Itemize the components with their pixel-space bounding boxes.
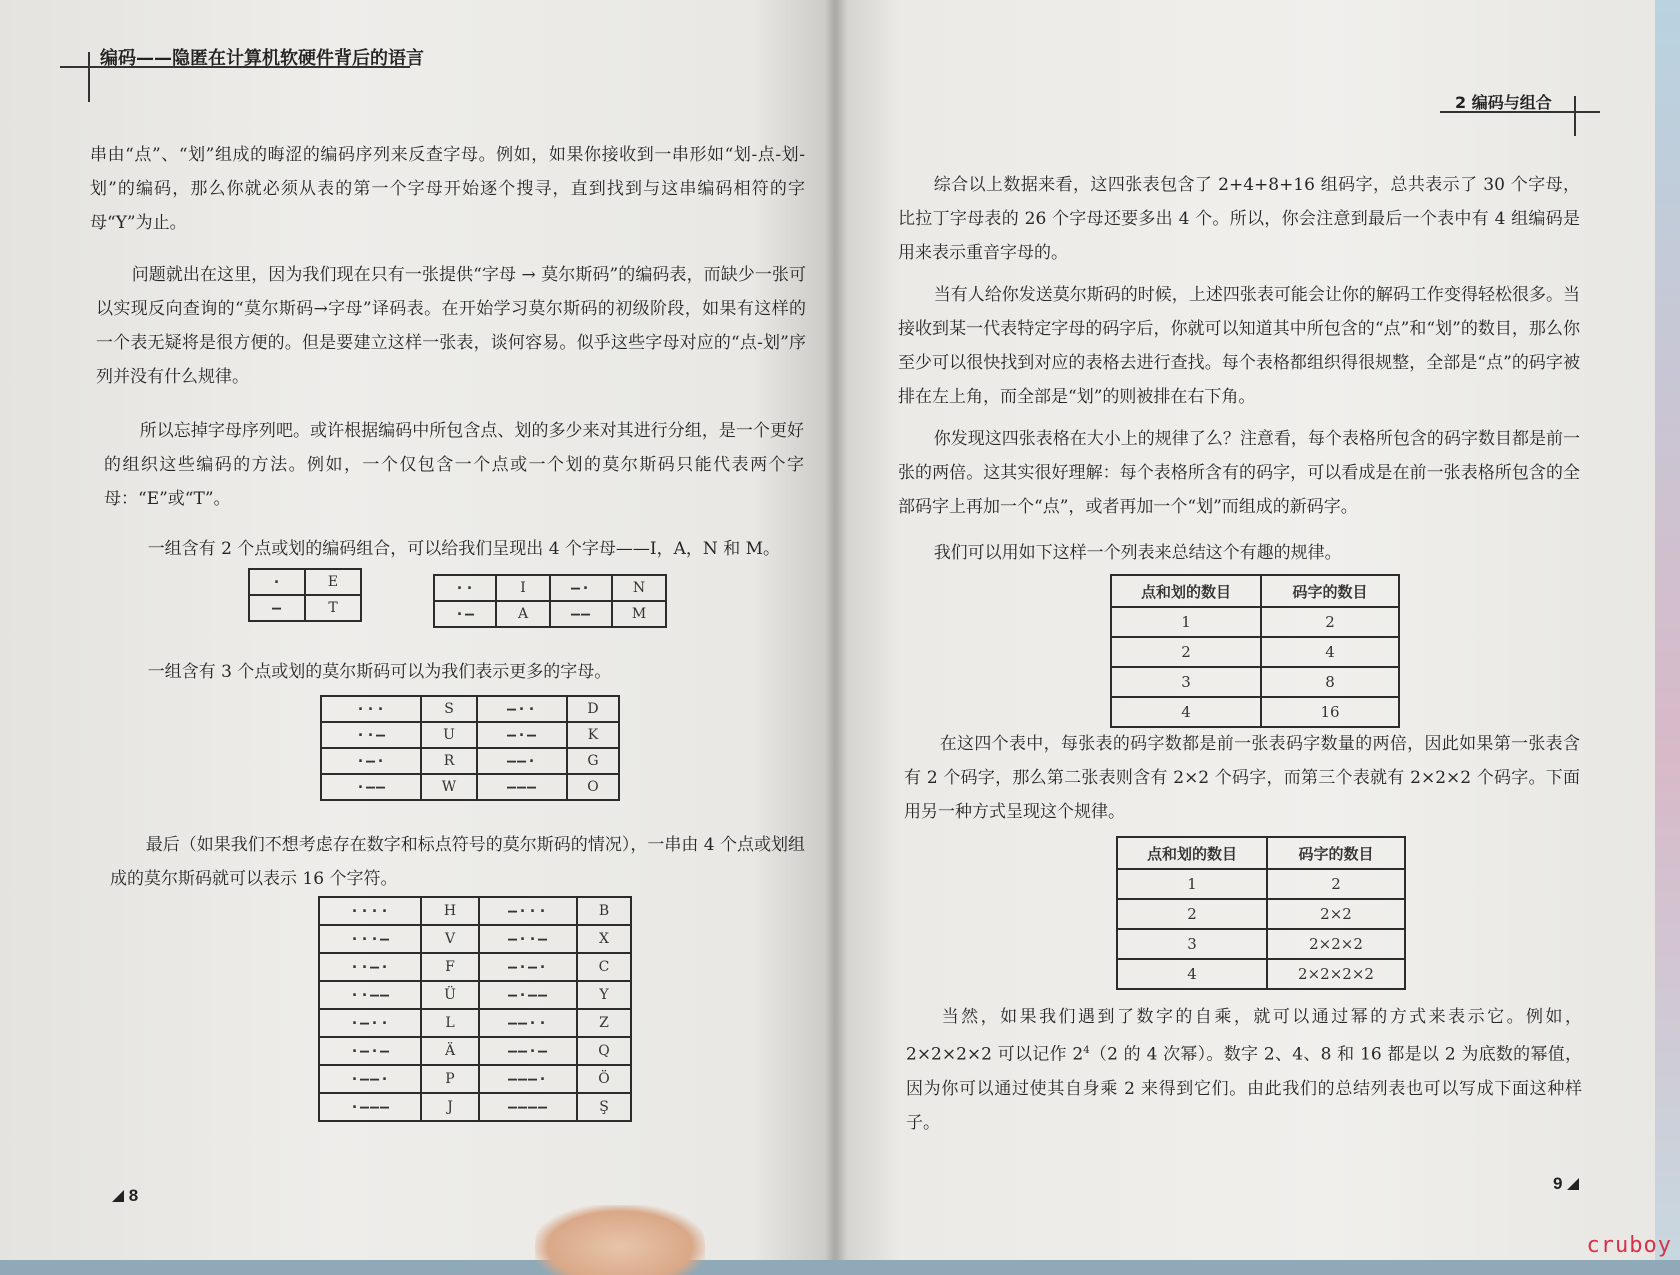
column-header: 点和划的数目: [1117, 837, 1267, 869]
table-cell: R: [421, 748, 477, 774]
table-row: [319, 1037, 631, 1065]
table-cell: ————: [479, 1093, 577, 1121]
table-row: [321, 722, 619, 748]
table-row: [249, 595, 361, 621]
paragraph: 在这四个表中，每张表的码字数都是前一张表码字数量的两倍，因此如果第一张表含有 2 个码字，那么第二张表则含有 2×2 个码字，而第三个表就有 2×2×2 个码字。下面用另一种方式呈现这个规律。: [904, 734, 1580, 822]
table-cell: J: [421, 1093, 479, 1121]
paragraph: 问题就出在这里，因为我们现在只有一张提供“字母 → 莫尔斯码”的编码表，而缺少一张可以实现反向查询的“莫尔斯码→字母”译码表。在开始学习莫尔斯码的初级阶段，如果有这样的一个表无疑将是很方便的。但是要建立这样一张表，谈何容易。似乎这些字母对应的“点-划”序列并没有什么规律。: [96, 265, 806, 387]
table-row: [434, 575, 666, 601]
table-cell: 2: [1111, 637, 1261, 667]
table-cell: 4: [1261, 637, 1399, 667]
table-cell: D: [567, 696, 619, 722]
table-cell: 4: [1117, 959, 1267, 989]
table-cell: 8: [1261, 667, 1399, 697]
table-cell: 3: [1117, 929, 1267, 959]
table-row: [319, 925, 631, 953]
superscript: 4: [1083, 1045, 1090, 1056]
table-cell: ·: [249, 569, 305, 595]
table-cell: 2×2×2×2: [1267, 959, 1405, 989]
table-cell: 2: [1267, 869, 1405, 899]
table-cell: T: [305, 595, 361, 621]
table-row: [319, 1065, 631, 1093]
table-cell: 2: [1117, 899, 1267, 929]
table-cell: Ş: [577, 1093, 631, 1121]
column-header: 点和划的数目: [1111, 575, 1261, 607]
morse-table-4: [318, 896, 632, 1122]
table-row: [1117, 899, 1405, 929]
table-cell: ·—·: [321, 748, 421, 774]
table-cell: ·—: [434, 601, 496, 627]
paragraph: 综合以上数据来看，这四张表包含了 2+4+8+16 组码字，总共表示了 30 个字母，比拉丁字母表的 26 个字母还要多出 4 个。所以，你会注意到最后一个表中有 4 组编码是用来表示重音字母的。: [898, 175, 1580, 263]
table-cell: ··—·: [319, 953, 421, 981]
table-row: [1117, 929, 1405, 959]
paragraph: 你发现这四张表格在大小上的规律了么？注意看，每个表格所包含的码字数目都是前一张的两倍。这其实很好理解：每个表格所含有的码字，可以看成是在前一张表格所包含的全部码字上再加一个“点”，或者再加一个“划”而组成的新码字。: [898, 429, 1580, 517]
table-cell: Ä: [421, 1037, 479, 1065]
table-cell: P: [421, 1065, 479, 1093]
column-header: 码字的数目: [1267, 837, 1405, 869]
running-header-left: 编码——隐匿在计算机软硬件背后的语言: [100, 48, 424, 69]
paragraph: [906, 1000, 1582, 1140]
summary-table-2: [1116, 836, 1406, 990]
table-cell: ——: [550, 601, 612, 627]
page-number-right: [1553, 1174, 1579, 1194]
table-cell: ··: [434, 575, 496, 601]
table-row: [321, 696, 619, 722]
table-cell: Ö: [577, 1065, 631, 1093]
table-cell: —··: [477, 696, 567, 722]
table-cell: Y: [577, 981, 631, 1009]
table-row: [1111, 697, 1399, 727]
paragraph: 一组含有 3 个点或划的莫尔斯码可以为我们表示更多的字母。: [147, 662, 612, 682]
table-cell: 1: [1111, 607, 1261, 637]
table-cell: L: [421, 1009, 479, 1037]
table-cell: 2: [1261, 607, 1399, 637]
table-cell: ——·: [477, 748, 567, 774]
table-cell: ··——: [319, 981, 421, 1009]
table-row: [319, 981, 631, 1009]
table-cell: —·—: [477, 722, 567, 748]
table-cell: 4: [1111, 697, 1261, 727]
table-row: [319, 1009, 631, 1037]
header-tick: [88, 52, 90, 102]
paragraph: 所以忘掉字母序列吧。或许根据编码中所包含点、划的多少来对其进行分组，是一个更好的组织这些编码的方法。例如，一个仅包含一个点或一个划的莫尔斯码只能代表两个字母：“E”或“T”。: [104, 421, 804, 509]
table-cell: ···: [321, 696, 421, 722]
table-cell: —·: [550, 575, 612, 601]
table-cell: 1: [1117, 869, 1267, 899]
paragraph: 串由“点”、“划”组成的晦涩的编码序列来反查字母。例如，如果你接收到一串形如“划-点-划-划”的编码，那么你就必须从表的第一个字母开始逐个搜寻，直到找到与这串编码相符的字母“Y”为止。: [90, 145, 805, 233]
background-fabric: [1655, 0, 1680, 1260]
table-cell: F: [421, 953, 479, 981]
page-number-left: [112, 1186, 138, 1206]
table-cell: 16: [1261, 697, 1399, 727]
table-cell: ···—: [319, 925, 421, 953]
table-cell: —·——: [479, 981, 577, 1009]
paragraph: 当有人给你发送莫尔斯码的时候，上述四张表可能会让你的解码工作变得轻松很多。当接收到某一代表特定字母的码字后，你就可以知道其中所包含的“点”和“划”的数目，那么你至少可以很快找到对应的表格去进行查找。每个表格都组织得很规整，全部是“点”的码字被排在左上角，而全部是“划”的则被排在右下角。: [898, 285, 1580, 407]
table-cell: ———·: [479, 1065, 577, 1093]
table-cell: —·—·: [479, 953, 577, 981]
table-row: [319, 953, 631, 981]
table-row: [1117, 869, 1405, 899]
table-cell: —: [249, 595, 305, 621]
paragraph: 一组含有 2 个点或划的编码组合，可以给我们呈现出 4 个字母——I，A，N 和 M。: [147, 539, 781, 559]
morse-table-2: [433, 574, 667, 628]
table-cell: G: [567, 748, 619, 774]
table-row: [1111, 607, 1399, 637]
table-cell: ——·—: [479, 1037, 577, 1065]
morse-table-3: [320, 695, 620, 801]
table-cell: ——··: [479, 1009, 577, 1037]
table-cell: ··—: [321, 722, 421, 748]
summary-table-1: [1110, 574, 1400, 728]
table-cell: ·—··: [319, 1009, 421, 1037]
table-cell: Z: [577, 1009, 631, 1037]
table-cell: ———: [477, 774, 567, 800]
table-cell: 3: [1111, 667, 1261, 697]
table-cell: —··—: [479, 925, 577, 953]
table-cell: ·———: [319, 1093, 421, 1121]
table-cell: —···: [479, 897, 577, 925]
table-cell: C: [577, 953, 631, 981]
table-row: [1111, 637, 1399, 667]
finger: [535, 1205, 705, 1275]
watermark: cruboy: [1586, 1233, 1672, 1258]
table-row: [319, 1093, 631, 1121]
table-cell: ·—·—: [319, 1037, 421, 1065]
column-header: 码字的数目: [1261, 575, 1399, 607]
page-number-text: 8: [128, 1186, 139, 1205]
table-header-row: [1117, 837, 1405, 869]
table-cell: O: [567, 774, 619, 800]
table-cell: I: [496, 575, 550, 601]
table-cell: S: [421, 696, 477, 722]
table-row: [321, 774, 619, 800]
table-cell: V: [421, 925, 479, 953]
table-cell: M: [612, 601, 666, 627]
table-cell: ·——·: [319, 1065, 421, 1093]
table-cell: U: [421, 722, 477, 748]
table-row: [1111, 667, 1399, 697]
paragraph-text: 当然，如果我们遇到了数字的自乘，就可以通过幂的方式来表示它。例如，2×2×2×2 可以记作 2: [906, 1007, 1582, 1065]
table-cell: 2×2: [1267, 899, 1405, 929]
table-cell: X: [577, 925, 631, 953]
table-cell: ·——: [321, 774, 421, 800]
table-row: [1117, 959, 1405, 989]
table-cell: Q: [577, 1037, 631, 1065]
table-cell: A: [496, 601, 550, 627]
morse-table-1: [248, 568, 362, 622]
triangle-icon: [112, 1190, 124, 1202]
table-cell: B: [577, 897, 631, 925]
triangle-icon: [1567, 1178, 1579, 1190]
table-row: [434, 601, 666, 627]
table-cell: K: [567, 722, 619, 748]
table-cell: E: [305, 569, 361, 595]
header-tick: [1574, 96, 1576, 136]
table-cell: ····: [319, 897, 421, 925]
table-cell: H: [421, 897, 479, 925]
running-header-right: 2 编码与组合: [1455, 93, 1552, 112]
paragraph: 我们可以用如下这样一个列表来总结这个有趣的规律。: [933, 543, 1342, 563]
table-cell: W: [421, 774, 477, 800]
table-row: [319, 897, 631, 925]
paragraph-text: （2 的 4 次幂）。数字 2、4、8 和 16 都是以 2 为底数的幂值，因为你可以通过使其自身乘 2 来得到它们。由此我们的总结列表也可以写成下面这种样子。: [906, 1044, 1582, 1133]
table-header-row: [1111, 575, 1399, 607]
table-cell: Ü: [421, 981, 479, 1009]
table-row: [249, 569, 361, 595]
table-cell: 2×2×2: [1267, 929, 1405, 959]
book-gutter: [825, 0, 847, 1260]
table-cell: N: [612, 575, 666, 601]
page-number-text: 9: [1553, 1174, 1563, 1193]
paragraph: 最后（如果我们不想考虑存在数字和标点符号的莫尔斯码的情况），一串由 4 个点或划组成的莫尔斯码就可以表示 16 个字符。: [110, 835, 805, 889]
table-row: [321, 748, 619, 774]
